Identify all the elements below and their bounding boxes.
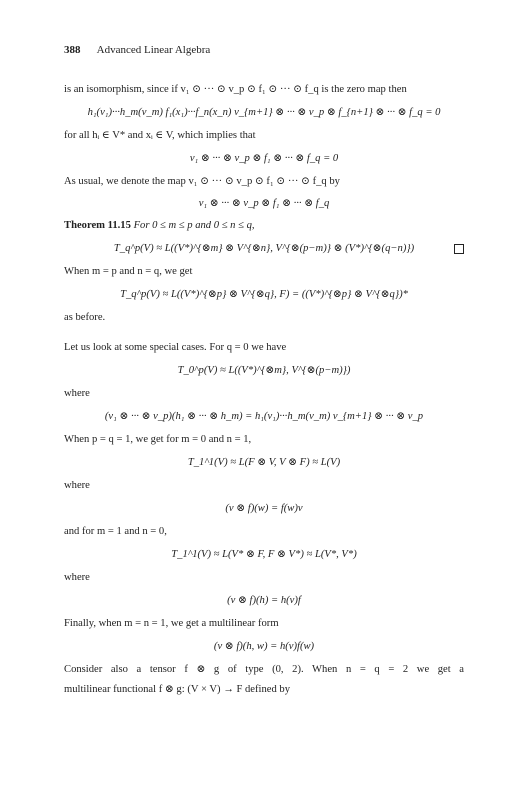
- text-line: Finally, when m = n = 1, we get a multilinear form: [64, 618, 279, 629]
- display-equation: v₁ ⊗ ··· ⊗ v_p ⊗ f₁ ⊗ ··· ⊗ f_q: [198, 198, 330, 209]
- text-line: as before.: [64, 312, 106, 323]
- running-title: Advanced Linear Algebra: [96, 44, 211, 56]
- text-line: When m = p and n = q, we get: [64, 266, 193, 277]
- text-line: When p = q = 1, we get for m = 0 and n = 1,: [64, 434, 252, 445]
- text-line: is an isomorphism, since if v₁ ⊙ ··· ⊙ v_p ⊙ f₁ ⊙ ··· ⊙ f_q is the zero map then: [64, 84, 407, 95]
- display-equation: T_1^1(V) ≈ L(V* ⊗ F, F ⊗ V*) ≈ L(V*, V*): [171, 549, 357, 560]
- running-header: [64, 44, 464, 66]
- display-equation: (v ⊗ f)(h, w) = h(v)f(w): [213, 641, 315, 652]
- text-line: multilinear functional f ⊗ g: (V × V) → F defined by: [64, 684, 291, 695]
- display-equation: (v₁ ⊗ ··· ⊗ v_p)(h₁ ⊗ ··· ⊗ h_m) = h₁(v₁)···h_m(v_m) v_{m+1} ⊗ ··· ⊗ v_p: [104, 411, 424, 422]
- display-equation: T_0^p(V) ≈ L((V*)^{⊗m}, V^{⊗(p−m)}): [177, 365, 351, 376]
- display-equation: T_q^p(V) ≈ L((V*)^{⊗p} ⊗ V^{⊗q}, F) = ((V*)^{⊗p} ⊗ V^{⊗q})*: [120, 289, 408, 300]
- text-line: where: [64, 572, 90, 583]
- book-page: [64, 44, 464, 700]
- display-equation: (v ⊗ f)(h) = h(v)f: [227, 595, 301, 606]
- display-equation: v₁ ⊗ ··· ⊗ v_p ⊗ f₁ ⊗ ··· ⊗ f_q = 0: [189, 153, 339, 164]
- theorem-statement: [64, 216, 464, 236]
- text-line: where: [64, 388, 90, 399]
- text-line: for all hᵢ ∈ V* and xᵢ ∈ V, which implies that: [64, 130, 256, 141]
- text-line: Consider also a tensor f ⊗ g of type (0, 2). When n = q = 2 we get a: [64, 664, 464, 675]
- text-line: and for m = 1 and n = 0,: [64, 526, 167, 537]
- text-line: As usual, we denote the map v₁ ⊙ ··· ⊙ v_p ⊙ f₁ ⊙ ··· ⊙ f_q by: [64, 176, 340, 187]
- display-equation: (v ⊗ f)(w) = f(w)v: [225, 503, 303, 514]
- page-number: 388: [64, 44, 81, 56]
- display-equation: h₁(v₁)···h_m(v_m) f₁(x₁)···f_n(x_n) v_{m+1} ⊗ ··· ⊗ v_p ⊗ f_{n+1} ⊗ ··· ⊗ f_q = 0: [87, 107, 441, 118]
- end-of-proof-box: [454, 244, 464, 254]
- text-line: where: [64, 480, 90, 491]
- theorem-label: Theorem 11.15: [64, 220, 131, 231]
- theorem-text: For 0 ≤ m ≤ p and 0 ≤ n ≤ q,: [133, 220, 255, 231]
- display-equation: T_q^p(V) ≈ L((V*)^{⊗m} ⊗ V^{⊗n}, V^{⊗(p−m)} ⊗ (V*)^{⊗(q−n)}): [113, 243, 415, 254]
- text-line: Let us look at some special cases. For q = 0 we have: [64, 342, 287, 353]
- display-equation: T_1^1(V) ≈ L(F ⊗ V, V ⊗ F) ≈ L(V): [187, 457, 341, 468]
